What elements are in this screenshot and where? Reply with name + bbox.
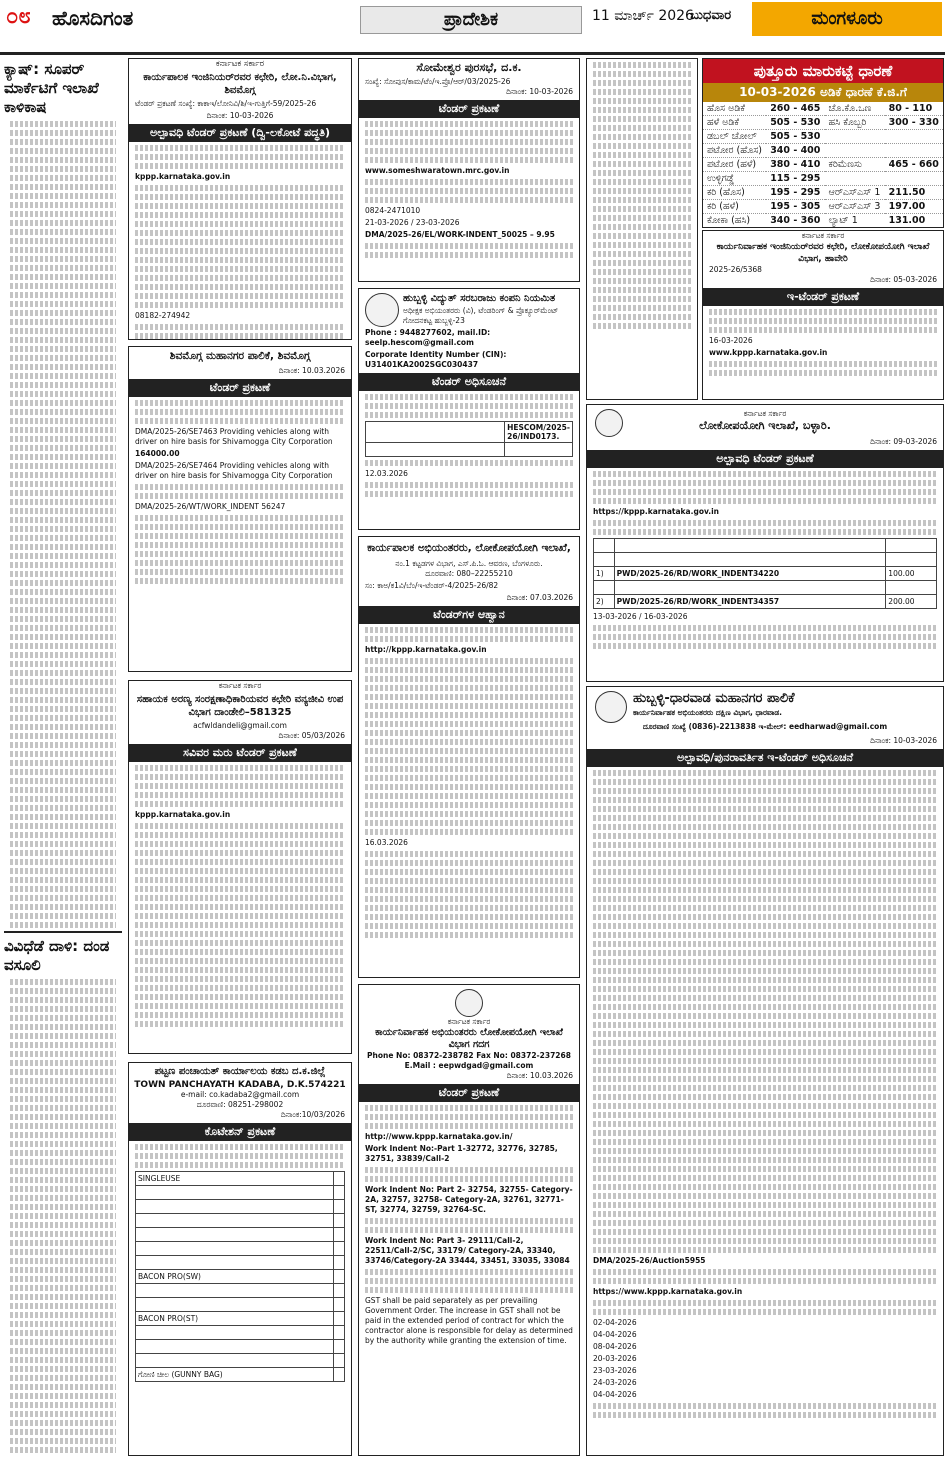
notice-office: ಕಾರ್ಯನಿರ್ವಾಹಕ ಇಂಜಿನಿಯರ್‌ರವರ ಕಛೇರಿ, ಲೋಕೋಪಯೋಗಿ ಇಲಾಖೆ ವಿಭಾಗ, ಹಾವೇರಿ <box>716 242 930 264</box>
schedule-date: 04-04-2026 <box>593 1390 637 1399</box>
notice-address: ನಂ.1 ಕಟ್ಟಡಗಳ ವಿಭಾಗ, ಎಸ್.ಪಿ.ಓ. ಆವರಣ, ಬೆಂಗಳೂರು. <box>395 559 543 568</box>
rate-name <box>825 144 885 158</box>
notice-portal: https://kppp.karnataka.gov.in <box>593 507 720 516</box>
rate-value: 260 - 465 <box>766 102 824 116</box>
notice-phone: ದೂರವಾಣಿ ಸಂಖ್ಯೆ (0836)-2213838 ಇ-ಮೇಲ್: eedharwad@gmail.com <box>642 722 888 731</box>
rate-name <box>825 172 885 186</box>
table-row <box>136 1172 345 1186</box>
notice-office: ಸಹಾಯಕ ಅರಣ್ಯ ಸಂರಕ್ಷಣಾಧಿಕಾರಿಯವರ ಕಛೇರಿ ವನ್ಯಜೀವಿ ಉಪ ವಿಭಾಗ ದಾಂಡೇಲಿ–581325 <box>136 694 344 718</box>
headline-2: ವಿವಿಧೆಡೆ ದಾಳಿ: ದಂಡ ವಸೂಲಿ <box>4 931 122 975</box>
notice-office-en: TOWN PANCHAYATH KADABA, D.K.574221 <box>134 1080 346 1090</box>
schedule-date: 23-03-2026 <box>593 1366 637 1375</box>
notice-title: ಸವಿವರ ಮರು ಟೆಂಡರ್ ಪ್ರಕಟಣೆ <box>129 744 351 762</box>
notice-dates: 13-03-2026 / 16-03-2026 <box>593 612 688 621</box>
notice-gadag-pwd <box>358 984 580 1456</box>
notice-ref: 2025-26/5368 <box>709 265 762 274</box>
notice-cin: Corporate Identity Number (CIN): U31401KA2002SGC030437 <box>365 350 507 369</box>
schedule-date: 24-03-2026 <box>593 1378 637 1387</box>
notice-email: E.Mail : eepwdgad@gmail.com <box>404 1061 534 1070</box>
rate-row <box>703 144 943 158</box>
section-title: ಪ್ರಾದೇಶಿಕ <box>360 6 582 34</box>
table-row <box>136 1312 345 1326</box>
rate-name: ಕರಿ (ಹೊಸ) <box>703 186 766 200</box>
notice-dandeli-forest <box>128 680 352 1054</box>
tender-item-1: DMA/2025-26/SE7463 Providing vehicles along with driver on hire basis for Shivamogga City Corporation <box>135 427 333 446</box>
notice-office: ಹುಬ್ಬಳ್ಳಿ ವಿದ್ಯುತ್ ಸರಬರಾಜು ಕಂಪನಿ ನಿಯಮಿತ <box>403 293 556 304</box>
notice-sub: ಅಧೀಕ್ಷಕ ಅಭಿಯಂತರರು (ವಿ), ಟೆಂಡರಿಂಗ್ & ಪ್ರೊಕ್ಯೂರ್‌ಮೆಂಟ್ ಗೋದನಕಟ್ಟ ಹುಬ್ಬಳ್ಳಿ-23 <box>403 306 559 325</box>
rate-name: ಆರ್‌ಎಸ್‌ಎಸ್ 3 <box>825 200 885 214</box>
rate-name <box>825 130 885 144</box>
notice-ref-2: DMA/2025-26/EL/WORK-INDENT_50025 – 9.95 <box>365 230 555 239</box>
rate-value <box>885 144 943 158</box>
rate-value <box>885 172 943 186</box>
notice-date: ದಿನಾಂಕ: 07.03.2026 <box>506 593 573 602</box>
rate-name: ಆರ್‌ಎಸ್‌ಎಸ್ 1 <box>825 186 885 200</box>
notice-phone: Phone No: 08372-238782 Fax No: 08372-237268 <box>367 1051 571 1060</box>
edition-label: ಮಂಗಳೂರು <box>752 2 942 36</box>
rate-name: ಪಟೋರ (ಹೊಸ) <box>703 144 766 158</box>
notice-email: acfwldandeli@gmail.com <box>193 721 287 730</box>
notice-date: ದಿನಾಂಕ: 10.03.2026 <box>278 366 345 375</box>
notice-website: www.someshwaratown.mrc.gov.in <box>365 166 510 175</box>
rate-value: 380 - 410 <box>766 158 824 172</box>
rate-value: 465 - 660 <box>885 158 943 172</box>
notice-office: ಶಿವಮೊಗ್ಗ ಮಹಾನಗರ ಪಾಲಿಕೆ, ಶಿವಮೊಗ್ಗ <box>169 350 311 362</box>
market-rates-box <box>702 58 944 228</box>
hescom-logo <box>365 293 399 327</box>
notice-shivamogga-city <box>128 346 352 672</box>
notice-phone: 0824-2471010 <box>365 206 421 215</box>
notice-title: ಅಲ್ಪಾವಧಿ ಟೆಂಡರ್ ಪ್ರಕಟಣೆ <box>587 450 943 468</box>
notice-date: ದಿನಾಂಕ: 09-03-2026 <box>870 437 937 446</box>
rate-value: 197.00 <box>885 200 943 214</box>
notice-someshwara <box>358 58 580 282</box>
table-row <box>136 1368 345 1382</box>
table-cell: 100.00 <box>886 567 937 581</box>
rate-name: ಕೋಕಾ (ಹಸಿ) <box>703 214 766 228</box>
notice-date-2: 16.03.2026 <box>365 838 408 847</box>
rate-name <box>825 228 885 229</box>
notice-office: ಸೋಮೇಶ್ವರ ಪುರಸಭೆ, ದ.ಕ. <box>416 61 522 74</box>
rate-value: 211.50 <box>885 186 943 200</box>
rate-row <box>703 186 943 200</box>
article-2-body <box>4 979 122 1453</box>
notice-title: ಟೆಂಡರ್‌ಗಳ ಆಹ್ವಾನ <box>359 606 579 624</box>
notice-portal: kppp.karnataka.gov.in <box>135 810 231 819</box>
table-cell: BACON PRO(ST) <box>136 1312 334 1326</box>
rate-name <box>703 228 766 229</box>
rate-row <box>703 214 943 228</box>
notice-ref: ಟೆಂಡರ್ ಪ್ರಕಟಣೆ ಸಂಖ್ಯೆ: ಕಾಕಾಇ/ಲೋನಿವಿ/ಶಿ/ಇ-ಗುತ್ತಿಗೆ-59/2025-26 <box>135 98 317 108</box>
notice-title: ಕೊಟೇಶನ್ ಪ್ರಕಟಣೆ <box>129 1123 351 1141</box>
rate-name: ಡಬಲ್ ಚೋಲ್ <box>703 130 766 144</box>
table-row: 1) PWD/2025-26/RD/WORK_INDENT34220 100.00 <box>594 567 937 581</box>
work-indent-1: Work Indent No:-Part 1-32772, 32776, 32785, 32751, 33839/Call-2 <box>365 1144 558 1163</box>
rate-name: ಹೊಸ ಅಡಿಕೆ <box>703 102 766 116</box>
page-number: ೦೮ <box>6 4 31 29</box>
notice-portal: kppp.karnataka.gov.in <box>135 171 231 181</box>
notice-title: ಟೆಂಡರ್ ಪ್ರಕಟಣೆ <box>359 1084 579 1102</box>
rate-row <box>703 116 943 130</box>
gst-clause: GST shall be paid separately as per prevailing Government Order. The increase in GST shall not be paid in the extended period of contract for which the contractor alone is responsible for delay as determined by the authority while granting the extension of time. <box>365 1296 573 1345</box>
notice-date: ದಿನಾಂಕ: 10.03.2026 <box>506 1071 573 1080</box>
schedule-date: 20-03-2026 <box>593 1354 637 1363</box>
issue-date: 11 ಮಾರ್ಚ್ 2026 <box>592 8 694 24</box>
quotation-table <box>135 1171 345 1382</box>
rate-row <box>703 200 943 214</box>
notice-date: ದಿನಾಂಕ: 10-03-2026 <box>506 87 573 96</box>
notice-shivamogga-pwd <box>128 58 352 340</box>
rate-value: 115 - 295 <box>766 172 824 186</box>
auction-ref: DMA/2025-26/Auction5955 <box>593 1256 706 1265</box>
notice-portal: http://www.kppp.karnataka.gov.in/ <box>365 1132 513 1141</box>
notice-date: ದಿನಾಂಕ:10/03/2026 <box>280 1110 345 1119</box>
tender-item-3: DMA/2025-26/WT/WORK_INDENT 56247 <box>135 502 286 511</box>
notice-phone: 08182-274942 <box>135 310 191 320</box>
notice-court <box>586 58 698 400</box>
notice-ref: ಸಂಖ್ಯೆ: ಸೋಪುಸ/ಕಾಮ/ಟೆಂ/ಇ.ಪ್ರೊ/ಆರ್/03/2025-26 <box>365 77 511 86</box>
notice-office: ಪಟ್ಟಣ ಪಂಚಾಯತ್ ಕಾರ್ಯಾಲಯ ಕಡಬ ದ.ಕ.ಜಿಲ್ಲೆ <box>154 1066 326 1077</box>
notice-phone: Phone : 9448277602, mail.ID: seelp.hescom@gmail.com <box>365 328 491 347</box>
notice-gov: ಕರ್ನಾಟಕ ಸರ್ಕಾರ <box>218 681 262 690</box>
tender-amount: 164000.00 <box>135 449 180 458</box>
table-cell: PWD/2025-26/RD/WORK_INDENT34220 <box>614 567 886 581</box>
tender-item-2: DMA/2025-26/SE7464 Providing vehicles along with driver on hire basis for Shivamogga City Corporation <box>135 461 333 480</box>
notice-portal: https://www.kppp.karnataka.gov.in <box>593 1287 743 1296</box>
rate-row <box>703 102 943 116</box>
rate-row <box>703 228 943 229</box>
notice-date: ದಿನಾಂಕ: 05/03/2026 <box>278 731 345 740</box>
notice-ballari-pwd <box>586 404 944 682</box>
notice-title: ಟೆಂಡರ್ ಪ್ರಕಟಣೆ <box>129 379 351 397</box>
notice-title: ಅಲ್ಪಾವಧಿ ಟೆಂಡರ್ ಪ್ರಕಟಣೆ (ದ್ವಿ-ಲಕೋಟೆ ಪದ್ಧತಿ) <box>129 124 351 142</box>
notice-portal: http://kppp.karnataka.gov.in <box>365 645 487 654</box>
rate-value: 80 - 110 <box>885 102 943 116</box>
tender-table <box>365 421 573 457</box>
rate-name: ಉಳ್ಳಿಗಡ್ಡೆ <box>703 172 766 186</box>
rate-value <box>885 228 943 229</box>
market-title: ಪುತ್ತೂರು ಮಾರುಕಟ್ಟೆ ಧಾರಣೆ <box>703 59 943 83</box>
notice-haveri-pwd <box>702 230 944 400</box>
notice-phone: ದೂರವಾಣಿ: 080–22255210 <box>425 569 513 578</box>
notice-date: ದಿನಾಂಕ: 05-03-2026 <box>870 275 937 284</box>
rate-name: ಕರಿಮೆಣಸು <box>825 158 885 172</box>
schedule-date: 04-04-2026 <box>593 1330 637 1339</box>
rate-row <box>703 172 943 186</box>
corporation-logo <box>595 691 627 723</box>
notice-sub: ಕಾರ್ಯನಿರ್ವಾಹಕ ಅಭಿಯಂತರರು ದಕ್ಷಿಣ ವಿಭಾಗ, ಧಾರವಾಡ. <box>633 708 783 717</box>
headline-1: ಕ್ಯಾಷ್: ಸೂಪರ್ ಮಾರ್ಕೆಟಿಗೆ ಇಲಾಖೆ ಕಾಳಿಕಾಷ <box>4 60 99 116</box>
table-cell: SINGLEUSE <box>136 1172 334 1186</box>
schedule-date: 08-04-2026 <box>593 1342 637 1351</box>
notice-gov: ಕರ್ನಾಟಕ ಸರ್ಕಾರ <box>743 409 787 418</box>
masthead: ಹೊಸದಿಗಂತ <box>52 6 134 30</box>
rate-name: ಹಸಿ ಕೊಬ್ಬರಿ <box>825 116 885 130</box>
notice-portal: www.kppp.karnataka.gov.in <box>709 348 828 357</box>
rate-name: ಲ್ಯಾಟ್ 1 <box>825 214 885 228</box>
rate-value: 300 - 330 <box>885 116 943 130</box>
notice-date: ದಿನಾಂಕ: 10-03-2026 <box>206 110 274 120</box>
notice-ref: ಸಂ: ಕಾಅ/ಕ1ವಿ/ಬೆಂ/ಇ-ಟೆಂಡರ್-4/2025-26/82 <box>365 581 499 590</box>
article-1-body <box>4 121 122 928</box>
notice-office: ಕಾರ್ಯನಿರ್ವಾಹಕ ಅಭಿಯಂತರರು ಲೋಕೋಪಯೋಗಿ ಇಲಾಖೆ ವಿಭಾಗ ಗದಗ <box>375 1027 563 1050</box>
notice-gov: ಕರ್ನಾಟಕ ಸರ್ಕಾರ <box>801 231 845 240</box>
notice-office: ಹುಬ್ಬಳ್ಳಿ-ಧಾರವಾಡ ಮಹಾನಗರ ಪಾಲಿಕೆ <box>633 691 795 706</box>
rate-value: 195 - 295 <box>766 186 824 200</box>
notice-gov: ಕರ್ನಾಟಕ ಸರ್ಕಾರ <box>215 59 265 69</box>
rate-name: ಕರಿ (ಹಳೆ) <box>703 200 766 214</box>
rate-name: ಹಳೆ ಅಡಿಕೆ <box>703 116 766 130</box>
issue-day: ಬುಧವಾರ <box>690 8 732 23</box>
notice-gov: ಕರ್ನಾಟಕ ಸರ್ಕಾರ <box>447 1017 491 1026</box>
notice-hescom <box>358 288 580 530</box>
notice-office: ಲೋಕೋಪಯೋಗಿ ಇಲಾಖೆ, ಬಳ್ಳಾರಿ. <box>699 419 831 432</box>
schedule-date: 02-04-2026 <box>593 1318 637 1327</box>
notice-email: e-mail: co.kadaba2@gmail.com <box>180 1090 300 1099</box>
notice-date-2: 16-03-2026 <box>709 336 753 345</box>
rate-value: 505 - 530 <box>766 130 824 144</box>
rate-value <box>885 130 943 144</box>
rate-value: 131.00 <box>885 214 943 228</box>
rate-value <box>766 228 824 229</box>
notice-kadaba <box>128 1062 352 1456</box>
table-cell: PWD/2025-26/RD/WORK_INDENT34357 <box>614 595 886 609</box>
table-cell: BACON PRO(SW) <box>136 1270 334 1284</box>
notice-office: ಕಾರ್ಯಪಾಲಕ ಅಭಿಯಂತರರು, ಲೋಕೋಪಯೋಗಿ ಇಲಾಖೆ, <box>367 542 571 554</box>
market-date-line: 10-03-2026 ಅಡಿಕೆ ಧಾರಣೆ ಕೆ.ಜಿ.ಗೆ <box>703 83 943 102</box>
rate-value: 340 - 360 <box>766 214 824 228</box>
news-column <box>4 58 122 1453</box>
table-row: 2) PWD/2025-26/RD/WORK_INDENT34357 200.00 <box>594 595 937 609</box>
notice-bengaluru-pwd <box>358 536 580 978</box>
rate-row <box>703 158 943 172</box>
notice-office: ಕಾರ್ಯಪಾಲಕ ಇಂಜಿನಿಯರ್‌ರವರ ಕಛೇರಿ, ಲೋ.ನಿ.ವಿಭಾಗ, ಶಿವಮೊಗ್ಗ <box>143 71 337 96</box>
market-rates-table <box>703 102 943 228</box>
notice-title: ಟೆಂಡರ್ ಅಧಿಸೂಚನೆ <box>359 373 579 391</box>
notice-title: ಟೆಂಡರ್ ಪ್ರಕಟಣೆ <box>359 100 579 118</box>
govt-emblem <box>455 989 483 1017</box>
rate-value: 195 - 305 <box>766 200 824 214</box>
notice-title: ಅಲ್ಪಾವಧಿ/ಪುನರಾವರ್ತಿತ ಇ-ಟೆಂಡರ್ ಅಧಿಸೂಚನೆ <box>587 749 943 767</box>
notice-title: ಇ-ಟೆಂಡರ್ ಪ್ರಕಟಣೆ <box>703 288 943 306</box>
rate-value: 505 - 530 <box>766 116 824 130</box>
rate-value: 340 - 400 <box>766 144 824 158</box>
tender-table <box>593 538 937 609</box>
govt-emblem <box>595 409 623 437</box>
notice-dates: 21-03-2026 / 23-03-2026 <box>365 218 460 227</box>
work-indent-2: Work Indent No: Part 2- 32754, 32755- Category-2A, 32757, 32758- Category-2A, 32761, 32771-ST, 32774, 32759, 32764-SC. <box>365 1185 573 1214</box>
page-header <box>0 0 945 55</box>
notice-hubballi-dharwad <box>586 686 944 1456</box>
table-cell: 200.00 <box>886 595 937 609</box>
notice-phone: ದೂರವಾಣಿ: 08251-298002 <box>196 1100 284 1109</box>
table-row <box>136 1270 345 1284</box>
rate-name: ಪಟೋರ (ಹಳೆ) <box>703 158 766 172</box>
rate-row <box>703 130 943 144</box>
notice-date: ದಿನಾಂಕ: 10-03-2026 <box>870 736 937 745</box>
tender-number: HESCOM/2025-26/IND0173. <box>505 422 573 443</box>
work-indent-3: Work Indent No: Part 3- 29111/Call-2, 22511/Call-2/SC, 33179/ Category-2A, 33340, 33746/Category-2A 33444, 33451, 33035, 33084 <box>365 1236 570 1265</box>
notice-date: 12.03.2026 <box>365 469 408 478</box>
table-cell: ಗೋಣಿ ಚೀಲ (GUNNY BAG) <box>136 1368 334 1382</box>
rate-name: ಚೊ.ಕೊ.ಒಣ <box>825 102 885 116</box>
